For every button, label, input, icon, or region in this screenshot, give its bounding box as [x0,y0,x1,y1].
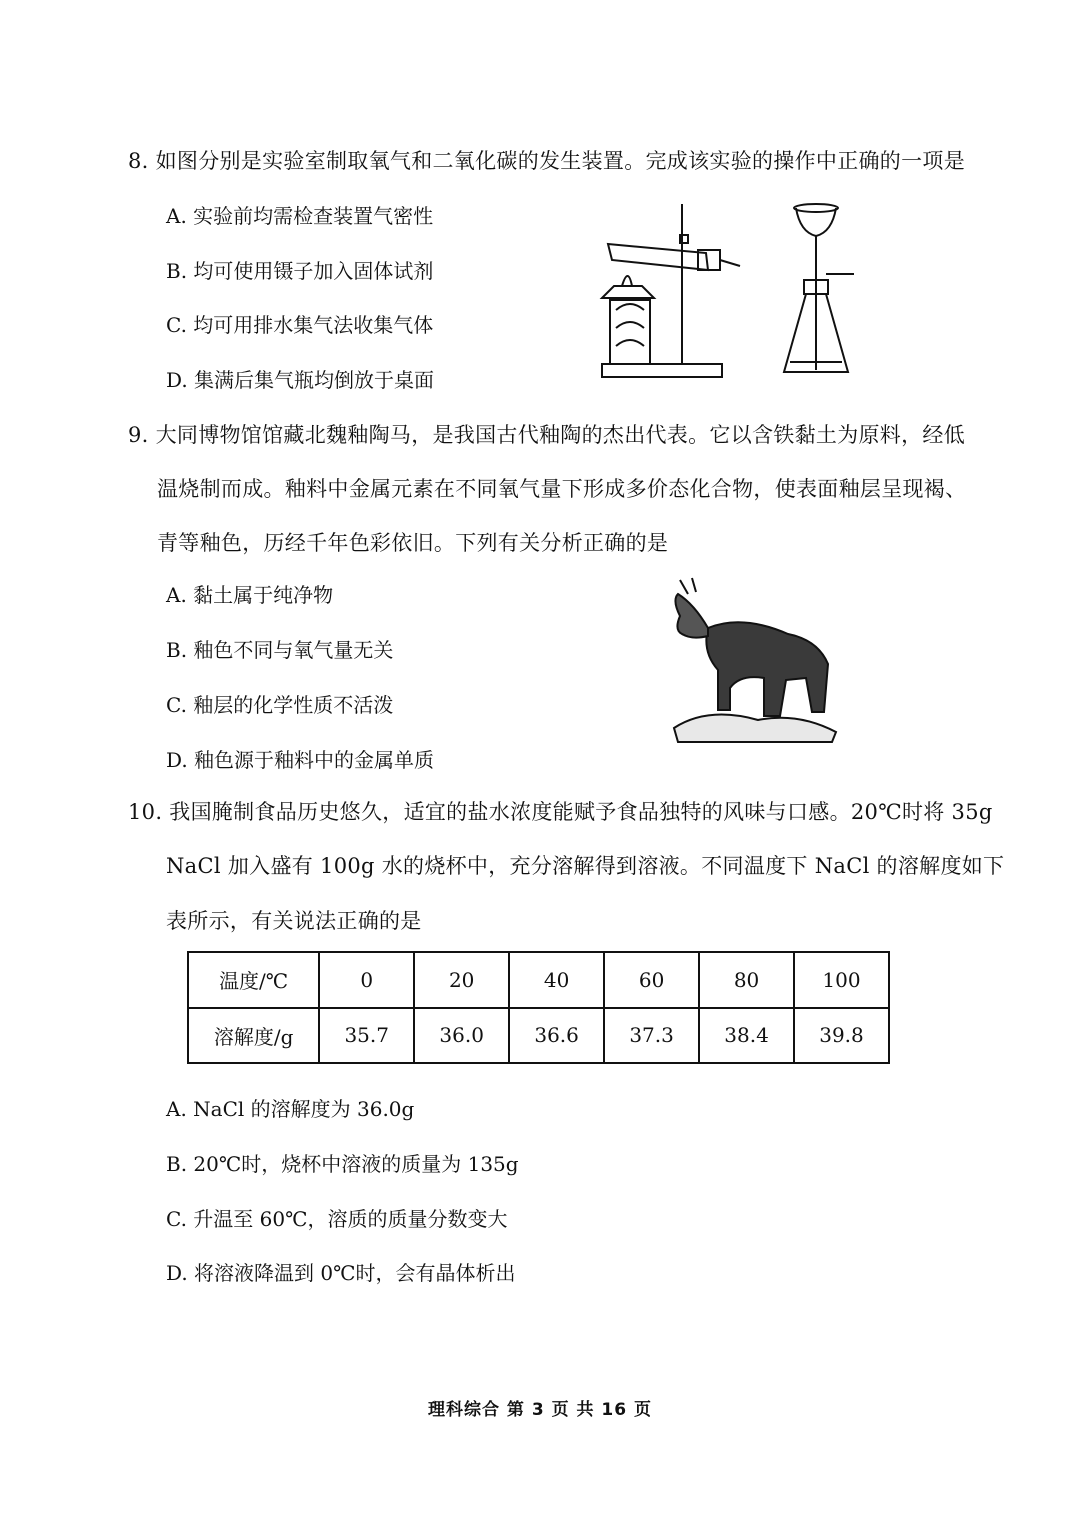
q10-option-b: B. 20℃时，烧杯中溶液的质量为 135g [166,1152,519,1176]
q8-option-b: B. 均可使用镊子加入固体试剂 [166,259,434,283]
q8-option-c: C. 均可用排水集气法收集气体 [166,313,434,337]
q9-option-d: D. 釉色源于釉料中的金属单质 [166,748,435,772]
q9-option-b: B. 釉色不同与氧气量无关 [166,638,394,662]
solubility-cell: 39.8 [794,1008,889,1064]
q8-option-a: A. 实验前均需检查装置气密性 [166,204,434,228]
solubility-cell: 36.6 [509,1008,604,1064]
q10-option-c: C. 升温至 60℃，溶质的质量分数变大 [166,1207,508,1231]
q10-stem-line-2: NaCl 加入盛有 100g 水的烧杯中，充分溶解得到溶液。不同温度下 NaCl 的溶解度如下 [166,854,1005,878]
solubility-row [188,1008,889,1064]
solubility-cell: 36.0 [414,1008,509,1064]
solubility-table [187,951,890,1064]
solubility-header: 溶解度/g [188,1008,319,1064]
temperature-cell: 0 [319,952,414,1008]
temperature-header: 温度/℃ [188,952,319,1008]
solubility-cell: 38.4 [699,1008,794,1064]
temperature-cell: 100 [794,952,889,1008]
temperature-cell: 80 [699,952,794,1008]
q9-stem-line-1: 9. 大同博物馆馆藏北魏釉陶马，是我国古代釉陶的杰出代表。它以含铁黏土为原料，经低 [128,423,966,447]
temperature-cell: 60 [604,952,699,1008]
q9-option-c: C. 釉层的化学性质不活泼 [166,693,394,717]
q10-stem-line-3: 表所示，有关说法正确的是 [166,909,422,933]
temperature-cell: 20 [414,952,509,1008]
q9-option-a: A. 黏土属于纯净物 [166,583,334,607]
solubility-cell: 35.7 [319,1008,414,1064]
solubility-cell: 37.3 [604,1008,699,1064]
q9-stem-line-2: 温烧制而成。釉料中金属元素在不同氧气量下形成多价态化合物，使表面釉层呈现褐、 [157,477,967,501]
q10-option-d: D. 将溶液降温到 0℃时，会有晶体析出 [166,1261,516,1285]
temperature-cell: 40 [509,952,604,1008]
q8-stem: 8. 如图分别是实验室制取氧气和二氧化碳的发生装置。完成该实验的操作中正确的一项是 [128,149,966,173]
glazed-pottery-horse-figure [668,570,844,746]
q10-stem-line-1: 10. 我国腌制食品历史悠久，适宜的盐水浓度能赋予食品独特的风味与口感。20℃时将 35g [128,800,993,824]
oxygen-apparatus-figure [598,198,758,382]
q9-stem-line-3: 青等釉色，历经千年色彩依旧。下列有关分析正确的是 [157,531,669,555]
q10-option-a: A. NaCl 的溶解度为 36.0g [166,1097,415,1121]
page-footer: 理科综合 第 3 页 共 16 页 [428,1400,652,1420]
q8-option-d: D. 集满后集气瓶均倒放于桌面 [166,368,435,392]
temperature-row [188,952,889,1008]
carbon-dioxide-apparatus-figure [778,202,860,384]
